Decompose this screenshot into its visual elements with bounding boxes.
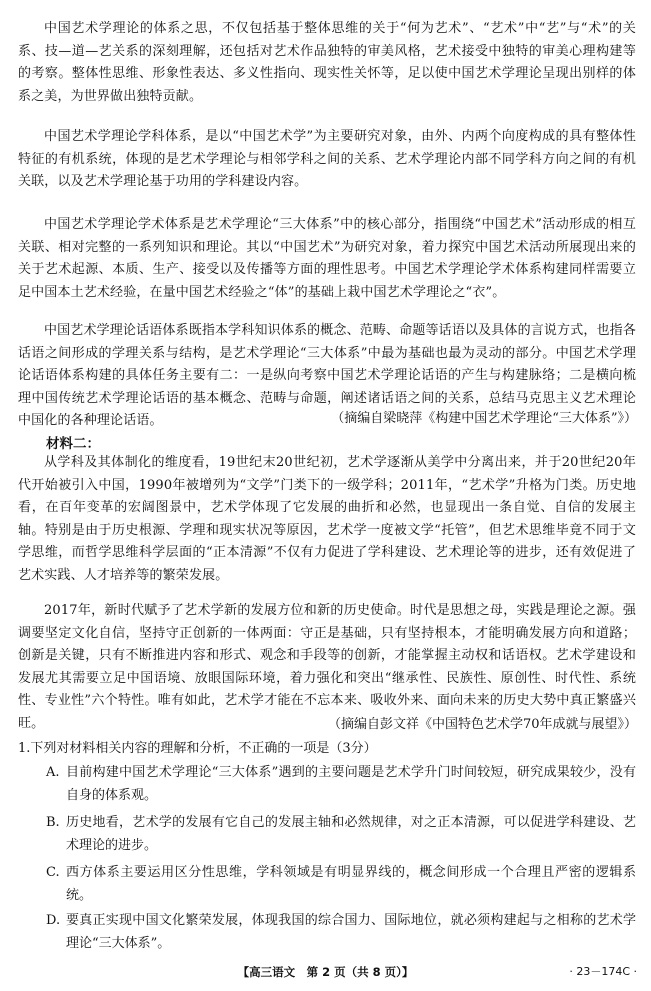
option-text: 目前构建中国艺术学理论“三大体系”遇到的主要问题是艺术学升门时间较短，研究成果较少，没有自身的体系观。	[66, 765, 636, 803]
material1-paragraph-1: 中国艺术学理论的体系之思，不仅包括基于整体思维的关于“何为艺术”、“艺术”中“艺”与“术”的关系、技—道—艺关系的深刻理解，还包括对艺术作品独特的审美风格，艺术接受中独特的审美心理构建等的考察。整体性思维、形象性表达、多义性指向、现实性关怀等，足以使中国艺术学理论呈现出别样的体系之美，为世界做出独特贡献。	[18, 21, 636, 104]
footer-exam-code: · 23－174C ·	[569, 965, 637, 978]
option-text: 西方体系主要运用区分性思维，学科领域是有明显界线的，概念间形成一个合理且严密的逻辑系统。	[66, 865, 636, 903]
material2-heading: 材料二：	[46, 436, 100, 452]
option-d[interactable]	[46, 910, 636, 955]
material2-paragraph-2: 2017年，新时代赋予了艺术学新的发展方位和新的历史使命。时代是思想之母，实践是理论之源。强调要坚定文化自信，坚持守正创新的一体两面：守正是基础，只有坚持根本，才能明确发展方向和道路；创新是关键，只有不断推进内容和形式、观念和手段等的创新，才能掌握主动权和话语权。艺术学建设和发展尤其需要立足中国语境、放眼国际环境，着力强化和突出“继承性、民族性、原创性、时代性、系统性、专业性”六个特性。唯有如此，艺术学才能在不忘本来、吸收外来、面向未来的历史大势中真正繁盛兴旺。	[18, 603, 636, 731]
option-letter: A.	[46, 765, 60, 780]
option-text: 历史地看，艺术学的发展有它自己的发展主轴和必然规律，对之正本清源，可以促进学科建设、艺术理论的进步。	[66, 815, 636, 853]
option-letter: B.	[46, 815, 60, 830]
question-stem: 1.下列对材料相关内容的理解和分析，不正确的一项是（3分）	[18, 741, 377, 756]
option-c[interactable]	[46, 862, 636, 907]
source-citation-1: （摘编自梁晓萍《构建中国艺术学理论“三大体系”》）	[331, 411, 637, 426]
option-letter: D.	[46, 913, 61, 928]
footer-page-info: 【高三语文 第 2 页（共 8 页）】	[237, 965, 414, 979]
option-letter: C.	[46, 865, 60, 880]
material2-paragraph-1: 从学科及其体制化的维度看，19世纪末20世纪初，艺术学逐渐从美学中分离出来，并于20世纪20年代开始被引入中国，1990年被增列为“文学”门类下的一级学科；2011年，“艺术学”升格为门类。历史地看，在百年变革的宏阔图景中，艺术学体现了它发展的曲折和必然，也显现出一条自觉、自信的发展主轴。特别是由于历史根源、学理和现实状况等原因，艺术学一度被文学“托管”，但艺术思维毕竟不同于文学思维，而哲学思维科学层面的“正本清源”不仅有力促进了学科建设、艺术理论等的进步，还有效促进了艺术实践、人才培养等的繁荣发展。	[18, 455, 636, 583]
option-a[interactable]	[46, 762, 636, 807]
material1-paragraph-4: 中国艺术学理论话语体系既指本学科知识体系的概念、范畴、命题等话语以及具体的言说方式，也指各话语之间形成的学理关系与结构，是艺术学理论“三大体系”中最为基础也最为灵动的部分。中国艺术学理论话语体系构建的具体任务主要有二：一是纵向考察中国艺术学理论话语的产生与构建脉络；二是横向梳理中国传统艺术学理论话语的基本概念、范畴与命题，阐述诸话语之间的关系，总结马克思主义艺术理论中国化的各种理论话语。	[18, 323, 636, 429]
material1-paragraph-2: 中国艺术学理论学科体系，是以“中国艺术学”为主要研究对象，由外、内两个向度构成的具有整体性特征的有机系统，体现的是艺术学理论与相邻学科之间的关系、艺术学理论内部不同学科方向之间的有机关联，以及艺术学理论基于功用的学科建设内容。	[18, 129, 636, 190]
page-footer	[0, 963, 651, 981]
source-citation-2: （摘编自彭文祥《中国特色艺术学70年成就与展望》）	[327, 717, 637, 732]
material1-paragraph-3: 中国艺术学理论学术体系是艺术学理论“三大体系”中的核心部分，指围绕“中国艺术”活动形成的相互关联、相对完整的一系列知识和理论。其以“中国艺术”为研究对象，着力探究中国艺术活动所展现出来的关于艺术起源、本质、生产、接受以及传播等方面的理性思考。中国艺术学理论学术体系构建同样需要立足中国本土艺术经验，在量中国艺术经验之“体”的基础上栽中国艺术学理论之“衣”。	[18, 217, 636, 300]
option-b[interactable]	[46, 812, 636, 857]
option-text: 要真正实现中国文化繁荣发展，体现我国的综合国力、国际地位，就必须构建起与之相称的艺术学理论“三大体系”。	[66, 913, 636, 951]
